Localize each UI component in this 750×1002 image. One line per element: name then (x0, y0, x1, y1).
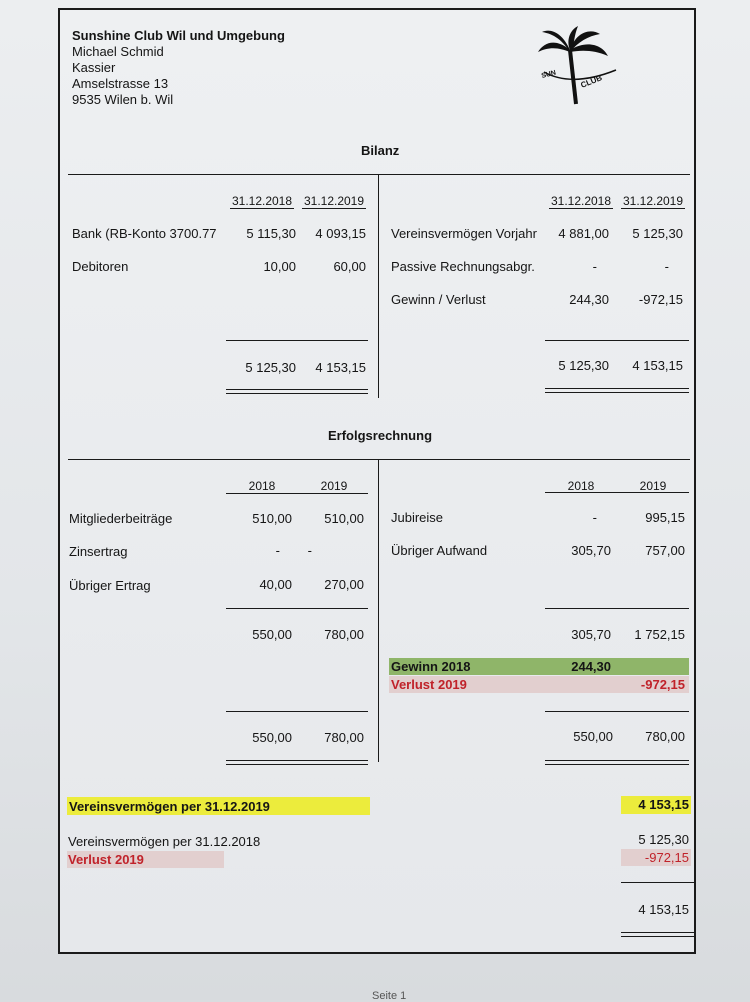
gewinn-label: Gewinn 2018 (391, 659, 471, 674)
bilanz-right-row-value: -972,15 (638, 292, 683, 307)
erfolg-left-total: 780,00 (324, 730, 364, 745)
page-number: Seite 1 (372, 990, 407, 1002)
erfolg-right-col1-header: 2018 (567, 479, 595, 493)
erfolg-right-col2-header: 2019 (639, 479, 667, 493)
bilanz-right-total: 4 153,15 (632, 358, 683, 373)
erfolg-left-row-value: 510,00 (324, 511, 364, 526)
erfolg-left-row-label: Übriger Ertrag (69, 578, 151, 593)
bilanz-left-col2-header: 31.12.2019 (303, 194, 365, 208)
erfolg-right-subtotal: 1 752,15 (634, 627, 685, 642)
bilanz-top-rule (68, 174, 690, 175)
summary-result: 4 153,15 (638, 902, 689, 917)
bilanz-left-col1-header: 31.12.2018 (231, 194, 293, 208)
contact-city: 9535 Wilen b. Wil (72, 92, 174, 107)
summary-loss-label: Verlust 2019 (68, 852, 144, 867)
erfolg-title: Erfolgsrechnung (328, 428, 433, 443)
bilanz-right-row-value: - (592, 259, 597, 274)
erfolg-right-total: 780,00 (645, 729, 685, 744)
bilanz-right-row-value: 5 125,30 (632, 226, 683, 241)
verlust-label: Verlust 2019 (391, 677, 467, 692)
bilanz-left-double-rule (226, 389, 368, 394)
erfolg-left-subtotal: 780,00 (324, 627, 364, 642)
erfolg-right-subtotal: 305,70 (571, 627, 611, 642)
palm-tree-icon (536, 26, 622, 106)
erfolg-left-col2-header: 2019 (320, 479, 348, 493)
bilanz-right-col2-header: 31.12.2019 (622, 194, 684, 208)
erfolg-left-col1-header: 2018 (248, 479, 276, 493)
bilanz-left-row-label: Bank (RB-Konto 3700.77 (72, 226, 217, 241)
bilanz-right-row-label: Vereinsvermögen Vorjahr (391, 226, 537, 241)
erfolg-left-row-value: 510,00 (252, 511, 292, 526)
bilanz-right-sum-rule (545, 340, 689, 341)
bilanz-left-row-value: 10,00 (263, 259, 296, 274)
svg-text:SUN: SUN (540, 69, 557, 80)
erfolg-left-row-value: 40,00 (259, 577, 292, 592)
bilanz-left-row-value: 4 093,15 (315, 226, 366, 241)
erfolg-right-double-rule (545, 760, 689, 765)
bilanz-right-row-value: 244,30 (569, 292, 609, 307)
erfolg-left-row-label: Zinsertrag (69, 544, 128, 559)
bilanz-left-row-value: 60,00 (333, 259, 366, 274)
vermoegen-2018-value: 5 125,30 (638, 832, 689, 847)
erfolg-right-row-value: 995,15 (645, 510, 685, 525)
erfolg-left-row-value: - (307, 543, 312, 558)
erfolg-right-row-value: 305,70 (571, 543, 611, 558)
bilanz-left-total: 5 125,30 (245, 360, 296, 375)
gewinn-value: 244,30 (571, 659, 611, 674)
bilanz-title: Bilanz (361, 143, 400, 158)
erfolg-right-total-rule (545, 711, 689, 712)
verlust-value: -972,15 (640, 677, 685, 692)
erfolg-left-total-rule (226, 711, 368, 712)
vermoegen-2018-label: Vereinsvermögen per 31.12.2018 (68, 834, 261, 849)
bilanz-left-sum-rule (226, 340, 368, 341)
bilanz-left-row-value: 5 115,30 (246, 226, 296, 241)
erfolg-right-total: 550,00 (573, 729, 613, 744)
bilanz-right-col1-header: 31.12.2018 (550, 194, 612, 208)
erfolg-right-header-rule (545, 492, 689, 493)
bilanz-right-row-label: Gewinn / Verlust (391, 292, 486, 307)
erfolg-divider (378, 460, 379, 762)
erfolg-top-rule (68, 459, 690, 460)
bilanz-right-row-value: 4 881,00 (558, 226, 609, 241)
bilanz-right-total: 5 125,30 (558, 358, 609, 373)
erfolg-left-total: 550,00 (252, 730, 292, 745)
erfolg-left-subtotal: 550,00 (252, 627, 292, 642)
erfolg-left-row-label: Mitgliederbeiträge (69, 511, 173, 526)
svg-text:CLUB: CLUB (579, 73, 604, 90)
bilanz-left-total: 4 153,15 (315, 360, 366, 375)
erfolg-right-sum-rule (545, 608, 689, 609)
vermoegen-2019-label: Vereinsvermögen per 31.12.2019 (69, 799, 270, 814)
contact-role: Kassier (72, 60, 116, 75)
erfolg-right-row-label: Jubireise (391, 510, 444, 525)
erfolg-left-sum-rule (226, 608, 368, 609)
erfolg-left-row-value: - (275, 543, 280, 558)
contact-name: Michael Schmid (72, 44, 164, 59)
contact-street: Amselstrasse 13 (72, 76, 169, 91)
erfolg-left-header-rule (226, 493, 368, 494)
erfolg-right-row-value: - (592, 510, 597, 525)
erfolg-left-double-rule (226, 760, 368, 765)
summary-sum-rule (621, 882, 695, 883)
bilanz-divider (378, 175, 379, 398)
erfolg-right-row-label: Übriger Aufwand (391, 543, 488, 558)
summary-loss-value: -972,15 (644, 850, 689, 865)
bilanz-right-row-value: - (664, 259, 669, 274)
erfolg-left-row-value: 270,00 (324, 577, 364, 592)
bilanz-left-row-label: Debitoren (72, 259, 129, 274)
org-name: Sunshine Club Wil und Umgebung (72, 28, 285, 43)
bilanz-right-row-label: Passive Rechnungsabgr. (391, 259, 535, 274)
bilanz-right-double-rule (545, 388, 689, 393)
summary-double-rule (621, 932, 695, 937)
erfolg-right-row-value: 757,00 (645, 543, 685, 558)
vermoegen-2019-value: 4 153,15 (638, 797, 689, 812)
